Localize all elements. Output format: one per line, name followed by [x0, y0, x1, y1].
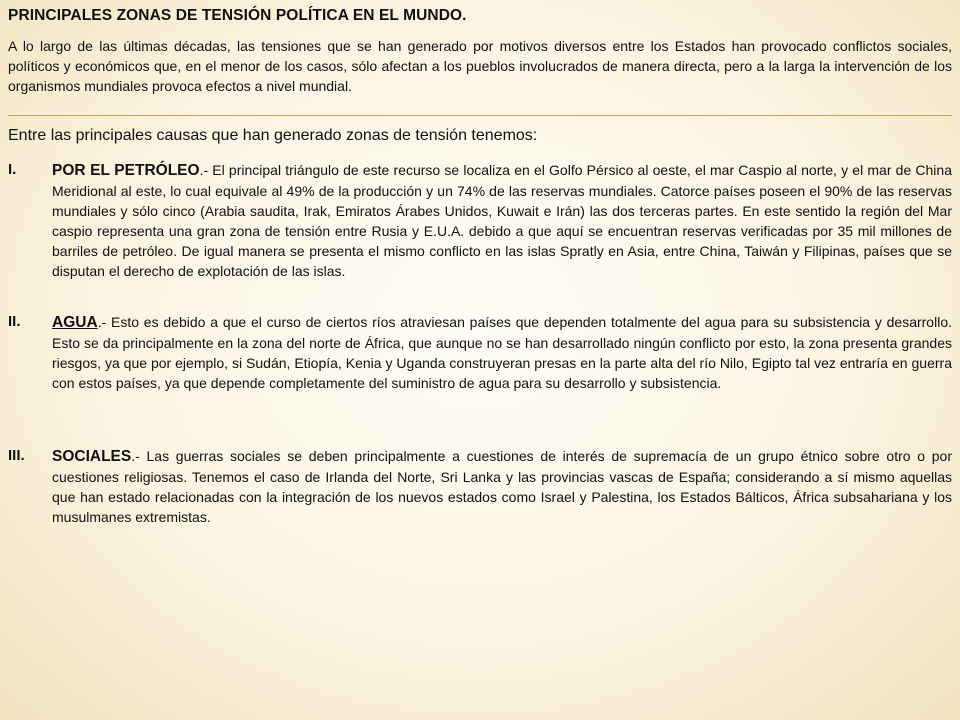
item-body — [52, 312, 952, 393]
item-heading: POR EL PETRÓLEO — [52, 162, 200, 179]
item-heading — [52, 314, 98, 331]
item-numeral: III. — [8, 447, 25, 464]
item-body — [52, 446, 952, 527]
page-title: PRINCIPALES ZONAS DE TENSIÓN POLÍTICA EN EL MUNDO. — [8, 7, 467, 24]
item-numeral: II. — [8, 313, 21, 330]
item-heading-text: AGUA — [52, 314, 98, 331]
item-heading: SOCIALES — [52, 448, 132, 465]
item-numeral: I. — [8, 161, 17, 178]
item-text: .- El principal triángulo de este recurso se localiza en el Golfo Pérsico al oeste, el mar Caspio al norte, y el mar de China Meridional al este, lo cual equivale al 49% de la producción y un 74% de las reservas mundiales. Catorce países poseen el 90% de las reservas mundiales y sólo cinco (Arabia saudita, Irak, Emiratos Árabes Unidos, Kuwait e Irán) las dos terceras partes. En este sentido la región del Mar caspio representa una gran zona de tensión entre Rusia y E.U.A. debido a que aquí se encuentran reservas verificadas por 35 mil millones de barriles de petróleo. De igual manera se presenta el mismo conflicto en las islas Spratly en Asia, entre China, Taiwán y Filipinas, países que se disputan el derecho de explotación de las islas. — [52, 162, 952, 279]
intro-paragraph: A lo largo de las últimas décadas, las tensiones que se han generado por motivos diversos entre los Estados han provocado conflictos sociales, políticos y económicos que, en el menor de los casos, sólo afectan a los pueblos involucrados de manera directa, pero a la larga la intervención de los organismos mundiales provoca efectos a nivel mundial. — [8, 38, 952, 94]
divider — [8, 115, 952, 116]
item-text: .- Esto es debido a que el curso de ciertos ríos atraviesan países que dependen totalmente del agua para su subsistencia y desarrollo. Esto se da principalmente en la zona del norte de África, que aunque no se han desarrollado ningún conflicto por esto, la zona presenta grandes riesgos, ya que por ejemplo, si Sudán, Etiopía, Kenia y Uganda construyeran presas en la parte alta del río Nilo, Egipto tal vez entraría en guerra con estos países, ya que depende completamente del suministro de agua para su desarrollo y subsistencia. — [52, 314, 952, 391]
item-body — [52, 160, 952, 281]
lead-sentence: Entre las principales causas que han generado zonas de tensión tenemos: — [8, 127, 538, 144]
item-text: .- Las guerras sociales se deben principalmente a cuestiones de interés de supremacía de un grupo étnico sobre otro o por cuestiones religiosas. Tenemos el caso de Irlanda del Norte, Sri Lanka y las provincias vascas de España; considerando a sí mismo aquellas que han estado relacionadas con la integración de los nuevos estados como Israel y Palestina, los Estados Bálticos, África subsahariana y los musulmanes extremistas. — [52, 448, 952, 525]
